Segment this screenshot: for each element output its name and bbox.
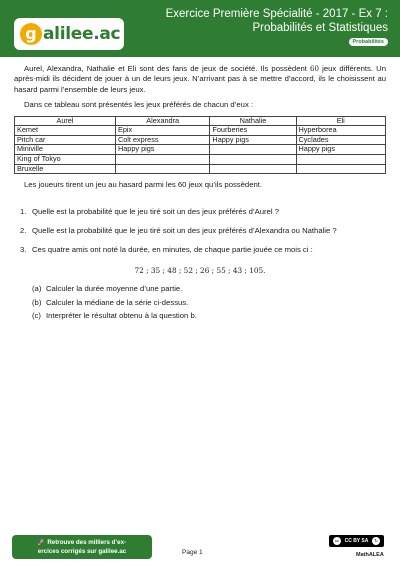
subquestion-b xyxy=(32,297,386,308)
header-nathalie: Nathalie xyxy=(210,116,296,126)
table-cell: Kemet xyxy=(15,126,116,136)
favorite-games-table xyxy=(14,116,386,175)
table-row xyxy=(15,126,386,136)
page-header xyxy=(0,0,400,57)
table-cell: Happy pigs xyxy=(115,145,209,155)
table-cell: Bruxelle xyxy=(15,164,116,174)
exercise-title: Exercice Première Spécialité - 2017 - Ex 7 : Probabilités et Statistiques xyxy=(165,8,388,34)
games-count: 60 xyxy=(310,65,319,73)
table-cell: Pitch car xyxy=(15,135,116,145)
table-cell: King of Tokyo xyxy=(15,155,116,165)
question-list xyxy=(14,207,386,322)
logo-text: alilee.ac xyxy=(43,24,121,44)
table-cell xyxy=(210,145,296,155)
table-cell: Hyperborea xyxy=(296,126,386,136)
duration-series: 72 ; 35 ; 48 ; 52 ; 26 ; 55 ; 43 ; 105. xyxy=(134,265,266,275)
promo-line-1: 🚀 Retrouve des milliers d’ex- xyxy=(37,539,127,546)
table-cell: Fourberies xyxy=(210,126,296,136)
promo-line-2: ercices corrigés sur galilee.ac xyxy=(37,548,127,555)
table-cell: Miniville xyxy=(15,145,116,155)
intro-paragraph: Aurel, Alexandra, Nathalie et Eli sont des fans de jeux de société. Ils possèdent 60 jeux différents. Un après-midi ils décident de jouer à un de leurs jeux. N’arrivant pas à se mettre d’accord, ils le choisissent au hasard parmi l’ensemble de leurs jeux. xyxy=(14,64,386,94)
table-cell xyxy=(115,155,209,165)
subquestion-a xyxy=(32,284,386,294)
question-2 xyxy=(20,226,386,236)
table-cell xyxy=(210,164,296,174)
question-1 xyxy=(20,206,386,217)
table-row xyxy=(15,145,386,155)
subquestion-list xyxy=(32,284,386,321)
galilee-logo[interactable] xyxy=(14,18,124,50)
header-alexandra: Alexandra xyxy=(115,116,209,126)
share-alike-icon: ↻ xyxy=(372,537,380,545)
header-eli: Eli xyxy=(296,116,386,126)
page-number: Page 1 xyxy=(182,549,203,556)
subquestion-text: Interpréter le résultat obtenu à la question b. xyxy=(46,311,197,321)
exercise-content xyxy=(14,64,386,330)
subquestion-label: (c) xyxy=(32,311,41,321)
question-number: 1. xyxy=(20,206,27,216)
question-number: 2. xyxy=(20,226,27,235)
subquestion-label: (a) xyxy=(32,284,42,294)
cc-license-badge[interactable] xyxy=(329,535,384,547)
table-cell: Cyclades xyxy=(296,135,386,145)
galilee-promo-link[interactable] xyxy=(12,535,152,559)
question-text: Ces quatre amis ont noté la durée, en minutes, de chaque partie jouée ce mois ci : xyxy=(32,245,313,255)
question-number: 3. xyxy=(20,245,27,255)
table-cell xyxy=(296,164,386,174)
table-intro: Dans ce tableau sont présentés les jeux préférés de chacun d’eux : xyxy=(24,100,254,110)
table-cell: Happy pigs xyxy=(210,135,296,145)
table-cell: Epix xyxy=(115,126,209,136)
subquestion-c xyxy=(32,311,386,321)
question-text: Quelle est la probabilité que le jeu tiré soit un des jeux préférés d’Alexandra ou Nathalie ? xyxy=(32,226,337,235)
table-cell xyxy=(210,155,296,165)
license-text: CC BY SA xyxy=(344,538,369,544)
question-3 xyxy=(20,245,386,321)
subquestion-label: (b) xyxy=(32,297,42,307)
header-aurel: Aurel xyxy=(15,116,116,126)
table-cell: Colt express xyxy=(115,135,209,145)
random-draw-text: Les joueurs tirent un jeu au hasard parmi les 60 jeux qu’ils possèdent. xyxy=(24,180,263,190)
table-cell: Happy pigs xyxy=(296,145,386,155)
subquestion-text: Calculer la durée moyenne d’une partie. xyxy=(46,284,183,294)
question-text: Quelle est la probabilité que le jeu tiré soit un des jeux préférés d’Aurel ? xyxy=(32,206,279,216)
logo-g-icon: g xyxy=(20,23,42,45)
table-cell xyxy=(115,164,209,174)
cc-icon: cc xyxy=(334,538,339,543)
table-row xyxy=(15,155,386,165)
subquestion-text: Calculer la médiane de la série ci-dessus. xyxy=(46,297,189,307)
table-row xyxy=(15,164,386,174)
mathalea-label: MathALEA xyxy=(356,552,384,558)
topic-badge: Probabilités xyxy=(349,38,388,46)
table-cell xyxy=(296,155,386,165)
